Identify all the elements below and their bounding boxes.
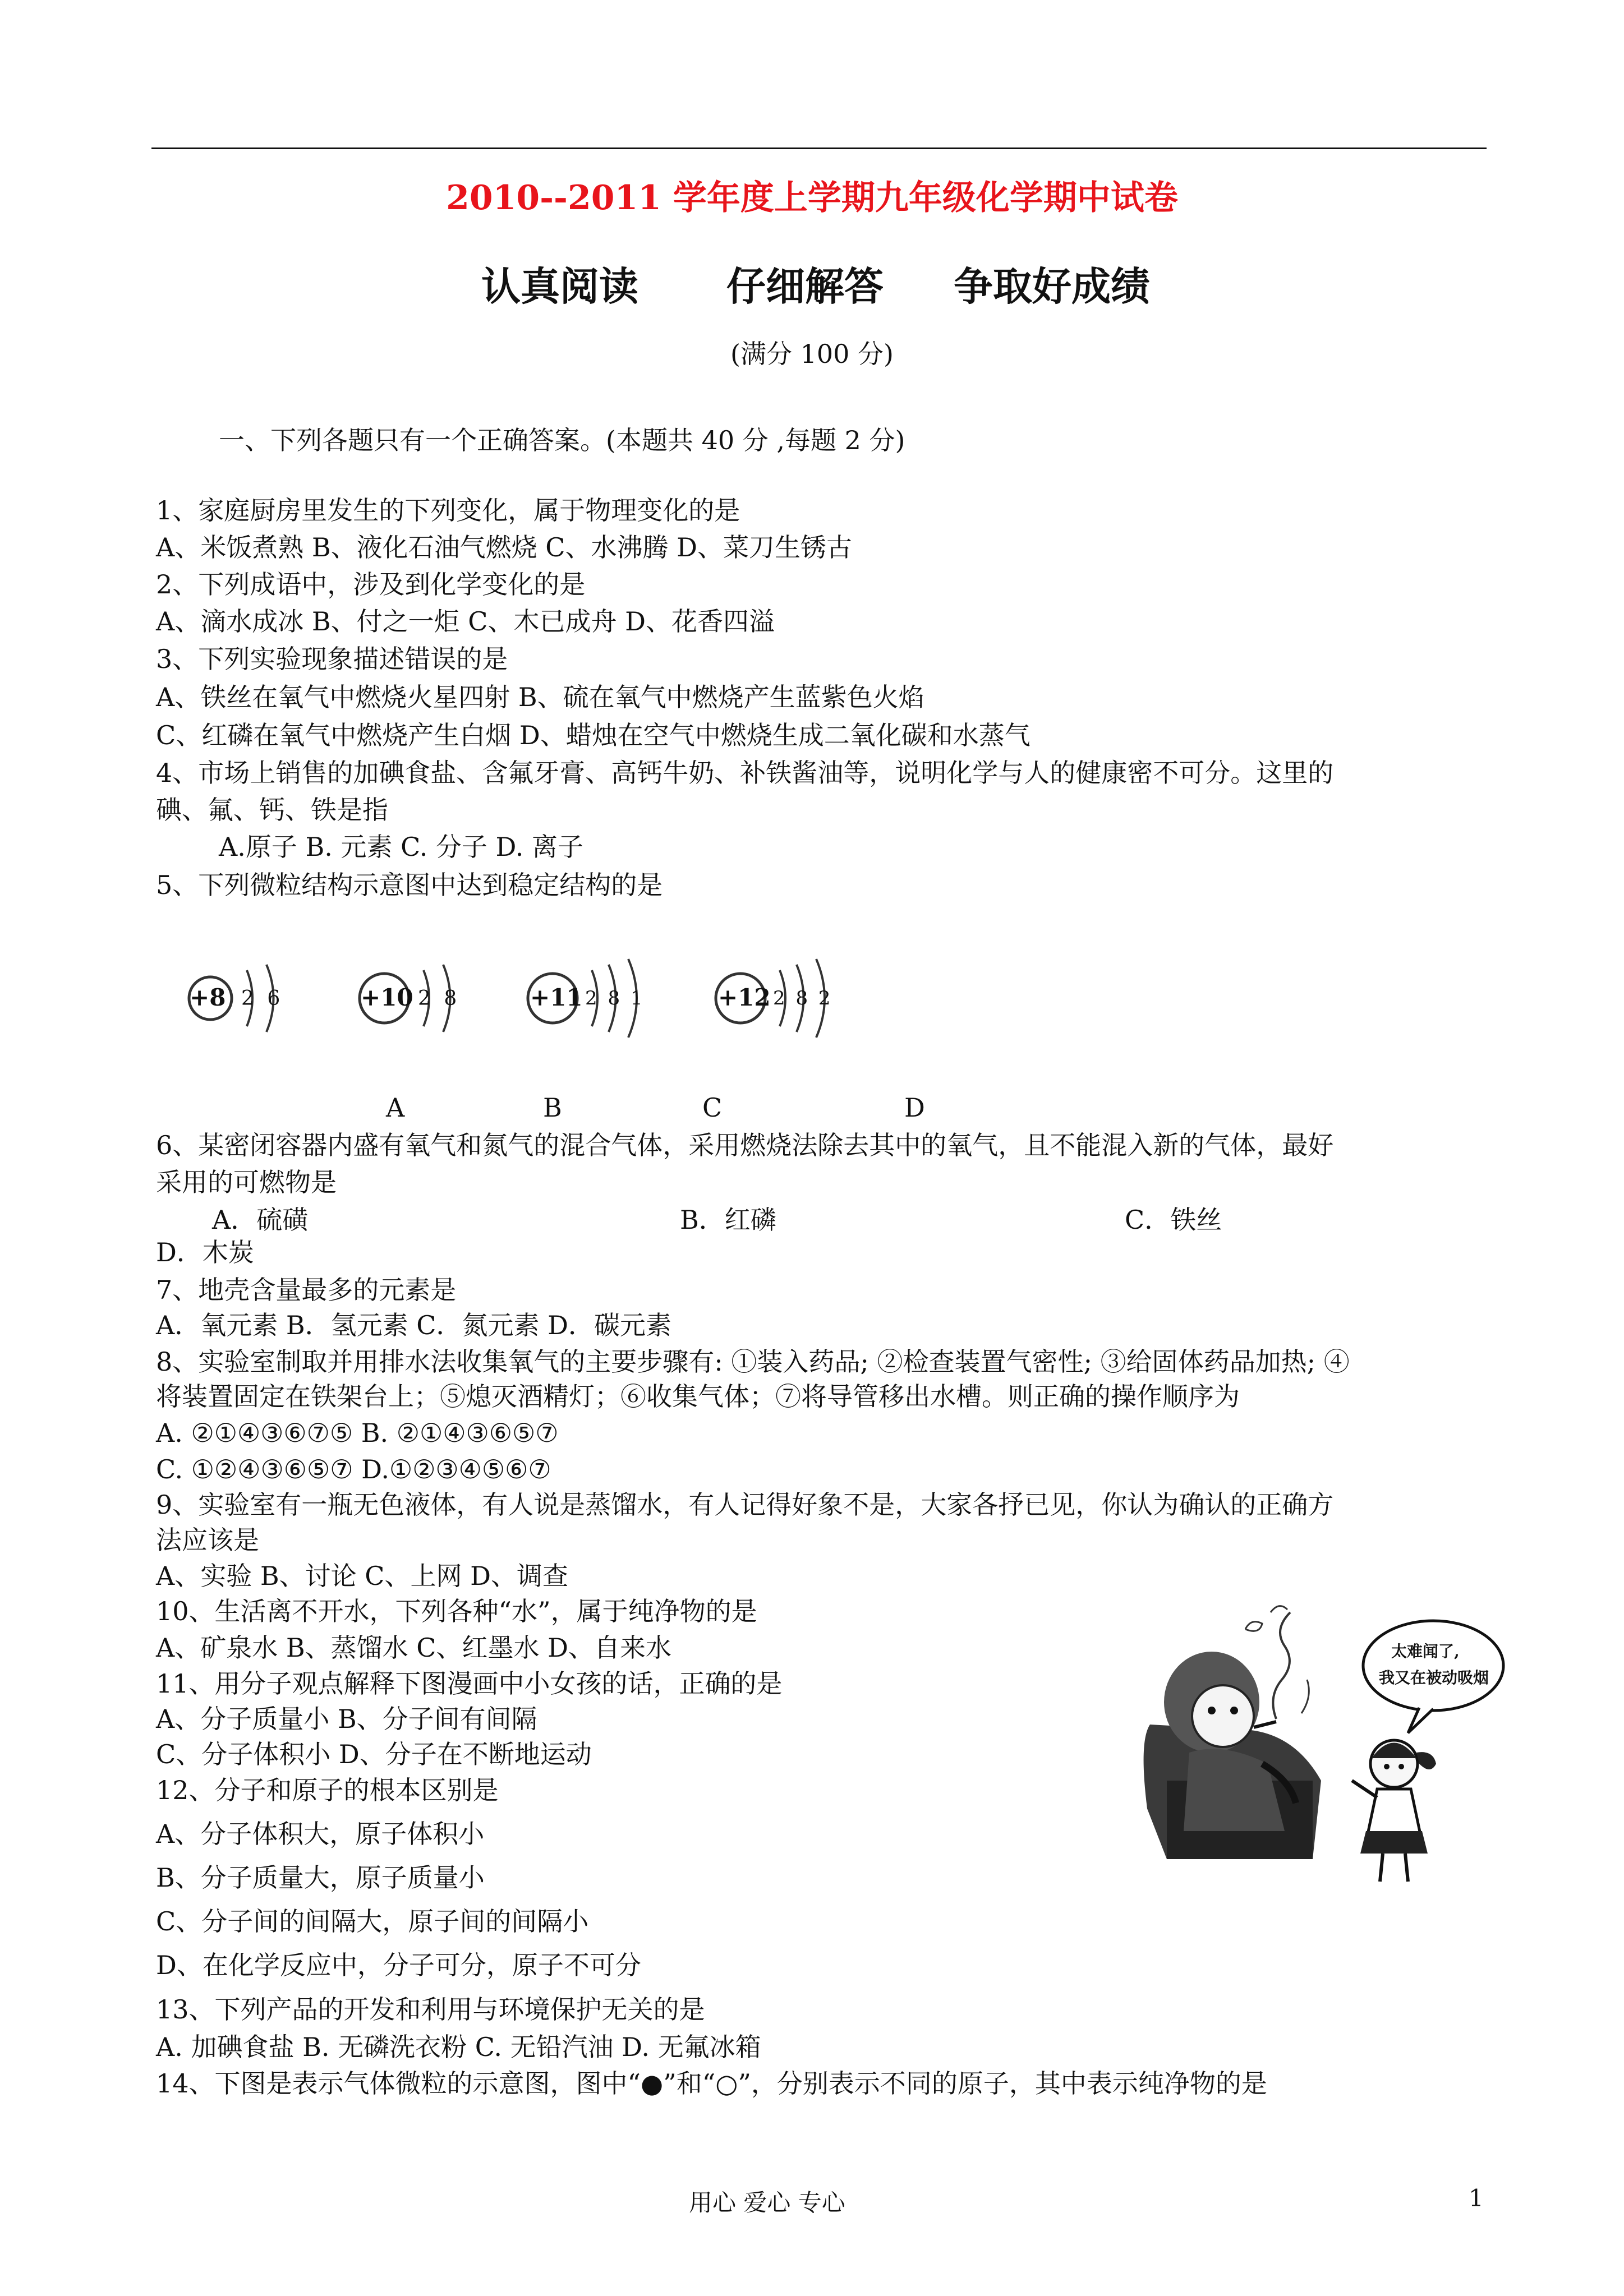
atom-d-nucleus: +12	[718, 984, 771, 1011]
q13-stem: 13、下列产品的开发和利用与环境保护无关的是	[156, 1994, 705, 2025]
q2-stem: 2、下列成语中，涉及到化学变化的是	[156, 569, 586, 600]
q7-options: A．氧元素 B．氢元素 C．氮元素 D．碳元素	[156, 1310, 671, 1340]
atom-diagram-a	[180, 948, 320, 1051]
q6-stem-2: 采用的可燃物是	[156, 1167, 337, 1197]
atom-label-c: C	[702, 1092, 723, 1123]
atom-a-nucleus: +8	[190, 984, 226, 1011]
q9-stem-2: 法应该是	[156, 1525, 259, 1555]
q13-options: A. 加碘食盐 B. 无磷洗衣粉 C. 无铅汽油 D. 无氟冰箱	[156, 2032, 761, 2062]
motto-1: 认真阅读	[481, 263, 638, 310]
atom-a-shells: 2 6	[241, 987, 284, 1010]
q6-option-c: C．铁丝	[1125, 1205, 1222, 1235]
q6-option-b: B．红磷	[680, 1205, 776, 1235]
q6-option-a: A．硫磺	[212, 1205, 309, 1235]
q4-stem-1: 4、市场上销售的加碘食盐、含氟牙膏、高钙牛奶、补铁酱油等，说明化学与人的健康密不可分。这里的	[156, 758, 1334, 788]
q4-options: A.原子 B. 元素 C. 分子 D. 离子	[219, 832, 584, 862]
q12-option-c: C、分子间的间隔大，原子间的间隔小	[156, 1906, 589, 1937]
q12-option-b: B、分子质量大，原子质量小	[156, 1862, 485, 1893]
q8-stem-2: 将装置固定在铁架台上；⑤熄灭酒精灯；⑥收集气体；⑦将导管移出水槽。则正确的操作顺序为	[156, 1381, 1240, 1412]
q11-options-ab: A、分子质量小 B、分子间有间隔	[156, 1704, 537, 1734]
exam-title: 2010--2011 学年度上学期九年级化学期中试卷	[446, 178, 1178, 218]
q8-stem-1: 8、实验室制取并用排水法收集氧气的主要步骤有: ①装入药品; ②检查装置气密性; ③给固体药品加热; ④	[156, 1347, 1350, 1377]
header-rule	[151, 147, 1487, 149]
motto-2: 仔细解答	[726, 263, 884, 310]
smoking-cartoon	[1128, 1596, 1509, 1898]
atom-diagram-c	[519, 942, 676, 1057]
atom-d-shells: 2 8 2	[773, 987, 833, 1009]
q4-stem-2: 碘、氟、钙、铁是指	[156, 795, 388, 825]
atom-label-b: B	[543, 1092, 562, 1123]
q3-options-ab: A、铁丝在氧气中燃烧火星四射 B、硫在氧气中燃烧产生蓝紫色火焰	[156, 682, 924, 712]
atom-b-shells: 2 8	[418, 987, 461, 1010]
q8-options-cd: C. ①②④③⑥⑤⑦ D.①②③④⑤⑥⑦	[156, 1454, 551, 1484]
q12-option-a: A、分子体积大，原子体积小	[156, 1819, 485, 1849]
speech-text-2: 我又在被动吸烟	[1379, 1668, 1489, 1687]
q3-stem: 3、下列实验现象描述错误的是	[156, 644, 508, 674]
q12-stem: 12、分子和原子的根本区别是	[156, 1775, 499, 1805]
q2-options: A、滴水成冰 B、付之一炬 C、木已成舟 D、花香四溢	[156, 606, 775, 637]
q9-stem-1: 9、实验室有一瓶无色液体，有人说是蒸馏水，有人记得好象不是，大家各抒已见，你认为确认的正确方	[156, 1490, 1334, 1520]
q10-stem: 10、生活离不开水，下列各种“水”，属于纯净物的是	[156, 1596, 757, 1626]
q11-options-cd: C、分子体积小 D、分子在不断地运动	[156, 1739, 592, 1769]
q7-stem: 7、地壳含量最多的元素是	[156, 1275, 457, 1305]
atom-c-shells: 2 8 1	[585, 987, 645, 1009]
atom-label-d: D	[904, 1092, 925, 1123]
atom-diagram-d	[707, 942, 864, 1057]
page-number: 1	[1469, 2184, 1484, 2212]
q6-option-d: D．木炭	[156, 1237, 254, 1267]
q1-stem: 1、家庭厨房里发生的下列变化，属于物理变化的是	[156, 495, 740, 525]
atom-diagram-b	[351, 948, 491, 1051]
footer-motto: 用心 爱心 专心	[689, 2189, 845, 2216]
atom-label-a: A	[386, 1092, 405, 1123]
q9-options: A、实验 B、讨论 C、上网 D、调查	[156, 1561, 568, 1591]
q6-stem-1: 6、某密闭容器内盛有氧气和氮气的混合气体，采用燃烧法除去其中的氧气，且不能混入新的气体，最好	[156, 1130, 1334, 1160]
speech-text-1: 太难闻了,	[1391, 1642, 1460, 1661]
q10-options: A、矿泉水 B、蒸馏水 C、红墨水 D、自来水	[156, 1633, 671, 1663]
motto-3: 争取好成绩	[954, 263, 1150, 310]
q12-option-d: D、在化学反应中，分子可分，原子不可分	[156, 1950, 641, 1980]
q8-options-ab: A. ②①④③⑥⑦⑤ B. ②①④③⑥⑤⑦	[156, 1418, 559, 1448]
full-score: (满分 100 分)	[730, 339, 894, 369]
q5-stem: 5、下列微粒结构示意图中达到稳定结构的是	[156, 870, 663, 900]
q3-options-cd: C、红磷在氧气中燃烧产生白烟 D、蜡烛在空气中燃烧生成二氧化碳和水蒸气	[156, 720, 1030, 750]
atom-c-nucleus: +11	[530, 984, 583, 1011]
q14-stem: 14、下图是表示气体微粒的示意图，图中“●”和“○”，分别表示不同的原子，其中表示纯净物的是	[156, 2068, 1267, 2099]
q11-stem: 11、用分子观点解释下图漫画中小女孩的话，正确的是	[156, 1668, 783, 1699]
q1-options: A、米饭煮熟 B、液化石油气燃烧 C、水沸腾 D、菜刀生锈古	[156, 532, 852, 563]
atom-b-nucleus: +10	[361, 984, 413, 1011]
section-heading: 一、下列各题只有一个正确答案。(本题共 40 分 ,每题 2 分)	[219, 425, 905, 455]
